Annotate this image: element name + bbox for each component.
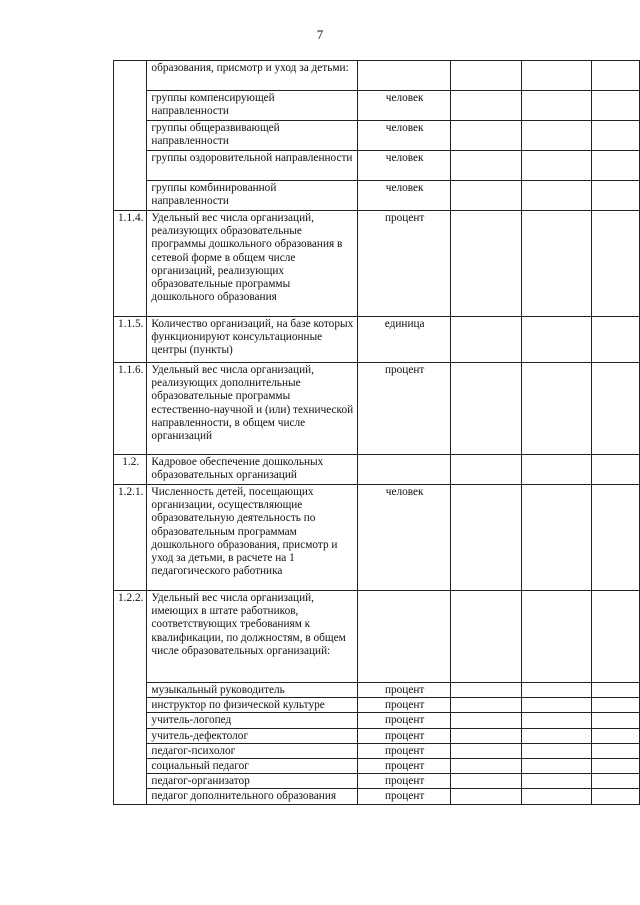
value-cell (521, 485, 591, 591)
indicator-name-cell: группы оздоровительной направленности (147, 151, 357, 181)
value-cell (451, 317, 521, 363)
table-row (114, 151, 640, 181)
indicator-name-cell: учитель-дефектолог (147, 728, 357, 743)
value-cell (521, 211, 591, 317)
table-row (114, 317, 640, 363)
value-cell (451, 121, 521, 151)
page-number: 7 (316, 27, 324, 42)
row-number-cell: 1.2.1. (114, 485, 147, 591)
unit-cell: человек (357, 485, 451, 591)
table-row (114, 455, 640, 485)
value-cell (521, 455, 591, 485)
value-cell (521, 728, 591, 743)
indicator-name-cell: музыкальный руководитель (147, 683, 357, 698)
indicator-name-cell: образования, присмотр и уход за детьми: (147, 61, 357, 91)
value-cell (591, 317, 639, 363)
row-number-cell: 1.1.5. (114, 317, 147, 363)
value-cell (451, 181, 521, 211)
value-cell (521, 789, 591, 804)
indicator-name-cell: Численность детей, посещающих организации, осуществляющие образовательную деятельность по образовательным программам дошкольного образования, присмотр и уход за детьми, в расчете на 1 педагогического работника (147, 485, 357, 591)
value-cell (591, 774, 639, 789)
table-row (114, 211, 640, 317)
unit-cell: человек (357, 151, 451, 181)
table-row (114, 485, 640, 591)
table-row (114, 759, 640, 774)
table-row (114, 743, 640, 758)
value-cell (591, 91, 639, 121)
value-cell (591, 181, 639, 211)
unit-cell: процент (357, 774, 451, 789)
value-cell (451, 485, 521, 591)
unit-cell: единица (357, 317, 451, 363)
unit-cell: процент (357, 743, 451, 758)
unit-cell: процент (357, 713, 451, 728)
value-cell (451, 61, 521, 91)
indicator-name-cell: Удельный вес числа организаций, имеющих в штате работников, соответствующих требованиям к квалификации, по должностям, в общем числе образовательных организаций: (147, 591, 357, 683)
value-cell (591, 211, 639, 317)
value-cell (521, 774, 591, 789)
value-cell (521, 61, 591, 91)
unit-cell (357, 591, 451, 683)
indicator-name-cell: педагог-психолог (147, 743, 357, 758)
value-cell (451, 91, 521, 121)
row-number-cell (114, 61, 147, 211)
row-number-cell: 1.1.4. (114, 211, 147, 317)
value-cell (521, 363, 591, 455)
table-row (114, 774, 640, 789)
value-cell (451, 591, 521, 683)
value-cell (521, 713, 591, 728)
value-cell (591, 683, 639, 698)
unit-cell: процент (357, 789, 451, 804)
value-cell (591, 455, 639, 485)
value-cell (521, 683, 591, 698)
value-cell (521, 743, 591, 758)
value-cell (451, 789, 521, 804)
table-row (114, 181, 640, 211)
table-row (114, 91, 640, 121)
table-row (114, 728, 640, 743)
table-row (114, 121, 640, 151)
value-cell (451, 713, 521, 728)
table-row (114, 61, 640, 91)
value-cell (451, 683, 521, 698)
value-cell (521, 151, 591, 181)
indicator-name-cell: Удельный вес числа организаций, реализующих дополнительные образовательные программы естественно-научной и (или) технической направленности, в общем числе организаций (147, 363, 357, 455)
value-cell (451, 211, 521, 317)
value-cell (591, 591, 639, 683)
indicator-name-cell: педагог дополнительного образования (147, 789, 357, 804)
row-number-cell: 1.2. (114, 455, 147, 485)
unit-cell: процент (357, 683, 451, 698)
value-cell (521, 698, 591, 713)
value-cell (451, 151, 521, 181)
value-cell (591, 698, 639, 713)
value-cell (451, 363, 521, 455)
value-cell (521, 591, 591, 683)
value-cell (591, 121, 639, 151)
value-cell (451, 455, 521, 485)
value-cell (591, 743, 639, 758)
indicator-name-cell: группы общеразвивающей направленности (147, 121, 357, 151)
indicator-name-cell: педагог-организатор (147, 774, 357, 789)
indicators-table (113, 60, 640, 805)
value-cell (591, 728, 639, 743)
table-row (114, 698, 640, 713)
value-cell (451, 759, 521, 774)
row-number-cell: 1.1.6. (114, 363, 147, 455)
unit-cell (357, 455, 451, 485)
unit-cell: процент (357, 363, 451, 455)
indicator-name-cell: группы компенсирующей направленности (147, 91, 357, 121)
value-cell (591, 713, 639, 728)
value-cell (521, 759, 591, 774)
unit-cell: человек (357, 91, 451, 121)
unit-cell: процент (357, 698, 451, 713)
value-cell (591, 363, 639, 455)
value-cell (591, 789, 639, 804)
row-number-cell: 1.2.2. (114, 591, 147, 805)
table-row (114, 591, 640, 683)
indicator-name-cell: группы комбинированной направленности (147, 181, 357, 211)
table-row (114, 789, 640, 804)
unit-cell: человек (357, 181, 451, 211)
indicator-name-cell: инструктор по физической культуре (147, 698, 357, 713)
value-cell (521, 181, 591, 211)
value-cell (591, 61, 639, 91)
indicator-name-cell: Удельный вес числа организаций, реализующих образовательные программы дошкольного образования в сетевой форме в общем числе организаций, реализующих образовательные программы дошкольного образования (147, 211, 357, 317)
indicator-name-cell: учитель-логопед (147, 713, 357, 728)
table-row (114, 713, 640, 728)
value-cell (521, 91, 591, 121)
value-cell (591, 151, 639, 181)
value-cell (451, 774, 521, 789)
indicator-name-cell: Количество организаций, на базе которых функционируют консультационные центры (пункты) (147, 317, 357, 363)
value-cell (591, 485, 639, 591)
unit-cell: процент (357, 728, 451, 743)
table-row (114, 683, 640, 698)
unit-cell: процент (357, 211, 451, 317)
indicator-name-cell: Кадровое обеспечение дошкольных образовательных организаций (147, 455, 357, 485)
value-cell (591, 759, 639, 774)
value-cell (451, 743, 521, 758)
value-cell (521, 121, 591, 151)
value-cell (451, 698, 521, 713)
unit-cell: человек (357, 121, 451, 151)
value-cell (451, 728, 521, 743)
value-cell (521, 317, 591, 363)
unit-cell: процент (357, 759, 451, 774)
indicator-name-cell: социальный педагог (147, 759, 357, 774)
table-row (114, 363, 640, 455)
unit-cell (357, 61, 451, 91)
